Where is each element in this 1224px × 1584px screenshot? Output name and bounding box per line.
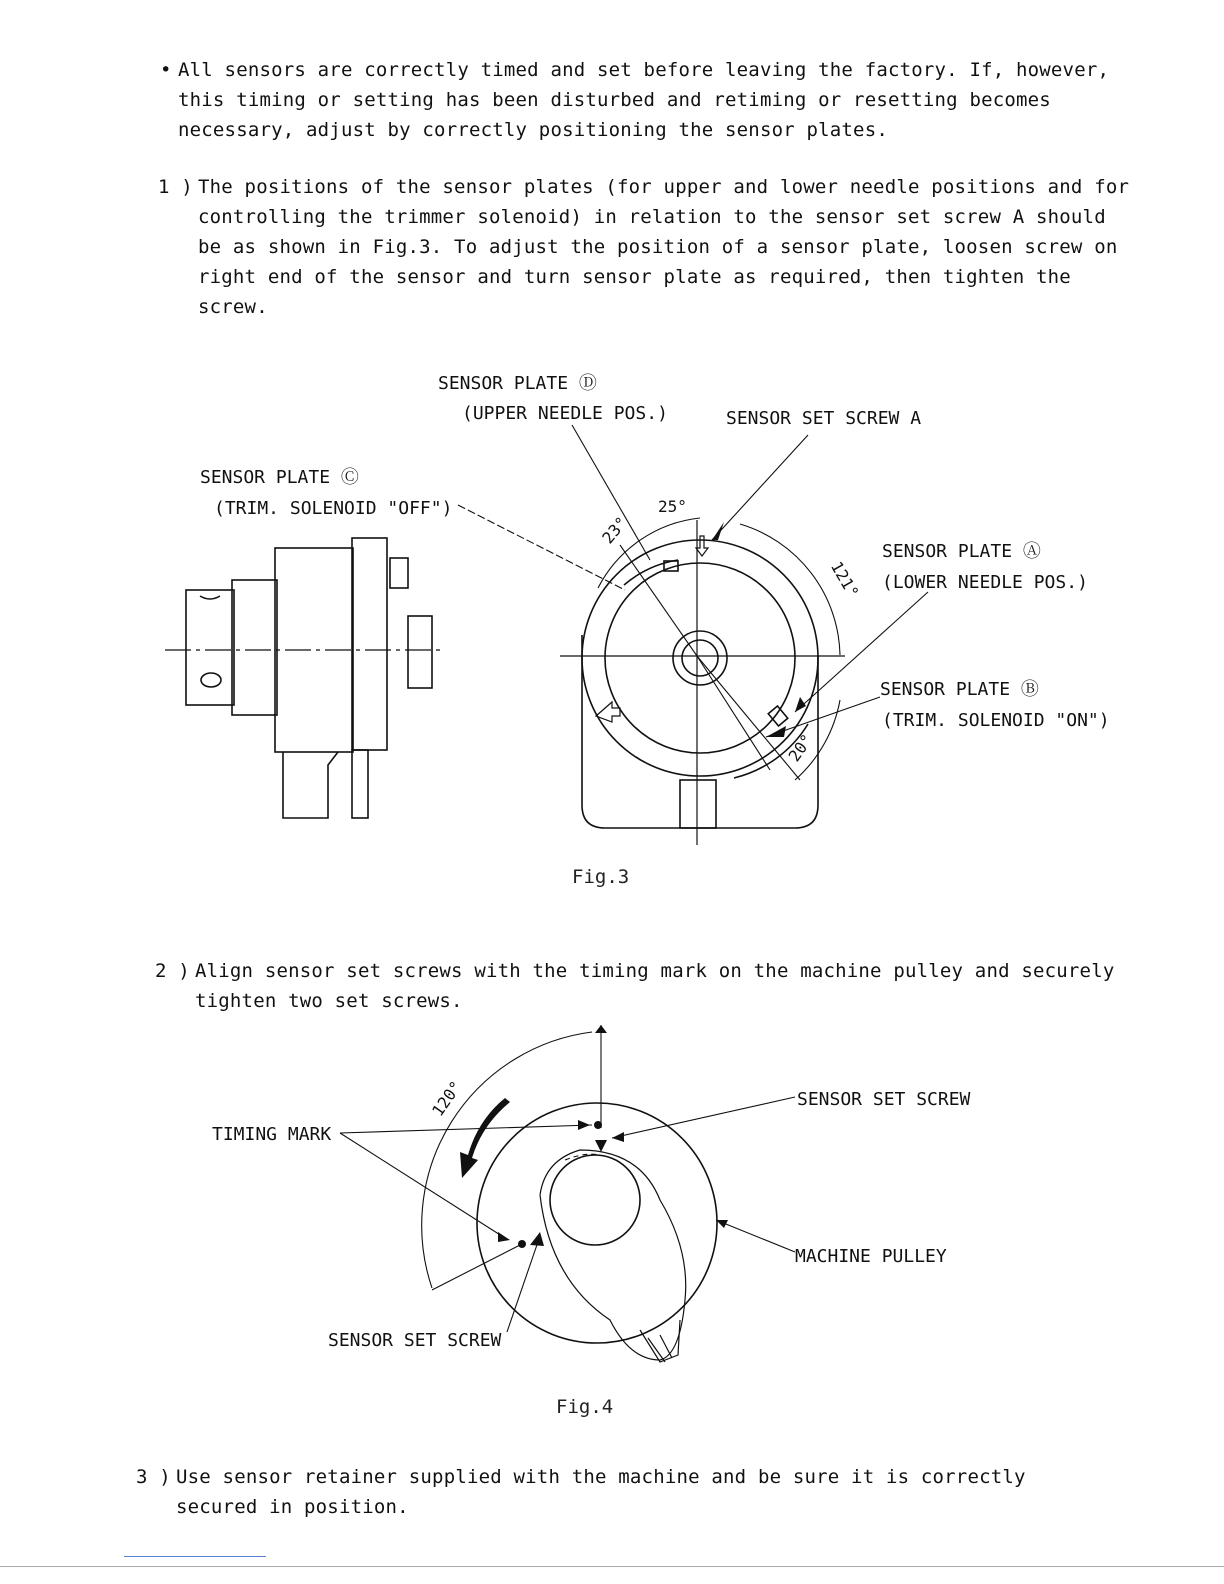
intro-line-3: necessary, adjust by correctly positioning the sensor plates. bbox=[178, 119, 888, 141]
sensor-side-leg bbox=[283, 752, 338, 818]
sensor-side-slot bbox=[200, 596, 220, 599]
step-1-number: 1 ) bbox=[158, 176, 193, 198]
sensor-side-tab bbox=[390, 558, 408, 588]
sensor-front-post bbox=[680, 780, 716, 828]
angle-120: 120° bbox=[428, 1077, 466, 1120]
step-3-number: 3 ) bbox=[136, 1466, 171, 1488]
label-plate-a: SENSOR PLATE Ⓐ bbox=[882, 541, 1041, 562]
step-3-paragraph bbox=[136, 1462, 1026, 1522]
step-1-line-3: be as shown in Fig.3. To adjust the position of a sensor plate, loosen screw on bbox=[198, 236, 1118, 258]
rotation-direction-arrow-icon bbox=[460, 1098, 510, 1178]
step-2-line-1: Align sensor set screws with the timing mark on the machine pulley and securely bbox=[195, 960, 1115, 982]
step-2-line-2: tighten two set screws. bbox=[195, 990, 463, 1012]
figure-4-caption: Fig.4 bbox=[556, 1396, 614, 1418]
label-plate-d: SENSOR PLATE Ⓓ bbox=[438, 373, 597, 394]
step-1-line-2: controlling the trimmer solenoid) in relation to the sensor set screw A should bbox=[198, 206, 1106, 228]
sensor-plate-b-tab bbox=[768, 706, 787, 726]
angle-121: 121° bbox=[826, 558, 863, 601]
figure-3-caption: Fig.3 bbox=[572, 866, 630, 888]
label-set-screw-top: SENSOR SET SCREW bbox=[797, 1089, 971, 1110]
set-screw-arrow-top bbox=[595, 1140, 607, 1152]
label-timing-mark: TIMING MARK bbox=[212, 1124, 332, 1145]
sensor-set-screw-a-marker bbox=[696, 536, 708, 556]
machine-pulley-outer bbox=[477, 1103, 717, 1343]
label-plate-b-sub: (TRIM. SOLENOID "ON") bbox=[882, 710, 1110, 731]
step-3-line-2: secured in position. bbox=[176, 1496, 409, 1518]
angle-23: 23° bbox=[598, 513, 632, 548]
label-plate-a-sub: (LOWER NEEDLE POS.) bbox=[882, 572, 1088, 593]
sensor-side-plate bbox=[352, 538, 387, 750]
step-1-line-1: The positions of the sensor plates (for upper and lower needle positions and for bbox=[198, 176, 1130, 198]
label-machine-pulley: MACHINE PULLEY bbox=[795, 1246, 947, 1267]
timing-mark-dot-left bbox=[518, 1240, 526, 1248]
angle-20: 20° bbox=[784, 730, 817, 766]
figure-4-diagram bbox=[0, 1000, 1224, 1400]
label-plate-b: SENSOR PLATE Ⓑ bbox=[880, 679, 1039, 700]
step-1-line-4: right end of the sensor and turn sensor plate as required, then tighten the bbox=[198, 266, 1071, 288]
set-screw-arrow-left bbox=[530, 1232, 544, 1246]
machine-pulley-inner bbox=[550, 1155, 640, 1245]
sensor-front-hub-outer bbox=[673, 631, 727, 685]
step-1-line-5: screw. bbox=[198, 296, 268, 318]
timing-mark-dot-top bbox=[594, 1121, 602, 1129]
label-set-screw-bottom: SENSOR SET SCREW bbox=[328, 1330, 502, 1351]
sensor-front-ring bbox=[605, 563, 795, 753]
sensor-side-hub bbox=[232, 580, 277, 715]
intro-line-2: this timing or setting has been disturbed and retiming or resetting becomes bbox=[178, 89, 1051, 111]
bottom-link-rule bbox=[124, 1556, 266, 1557]
step-3-line-1: Use sensor retainer supplied with the machine and be sure it is correctly bbox=[176, 1466, 1026, 1488]
intro-line-1: All sensors are correctly timed and set before leaving the factory. If, however, bbox=[178, 59, 1110, 81]
sensor-side-post bbox=[352, 750, 368, 818]
sensor-front-outer-circle bbox=[582, 540, 818, 776]
label-set-screw-a: SENSOR SET SCREW A bbox=[726, 408, 922, 429]
step-2-number: 2 ) bbox=[155, 960, 190, 982]
angle-25: 25° bbox=[658, 497, 687, 516]
sensor-side-screw-hole bbox=[201, 673, 221, 687]
label-plate-c: SENSOR PLATE Ⓒ bbox=[200, 467, 359, 488]
pulley-cam-outline bbox=[540, 1150, 686, 1360]
label-plate-c-sub: (TRIM. SOLENOID "OFF") bbox=[214, 498, 453, 519]
sensor-front-hub-inner bbox=[682, 640, 718, 676]
intro-bullet: • bbox=[160, 59, 172, 81]
page-bottom-divider bbox=[0, 1566, 1224, 1567]
sensor-plate-c-arc bbox=[624, 560, 678, 585]
sensor-side-flange bbox=[408, 616, 432, 688]
label-plate-d-sub: (UPPER NEEDLE POS.) bbox=[462, 403, 668, 424]
